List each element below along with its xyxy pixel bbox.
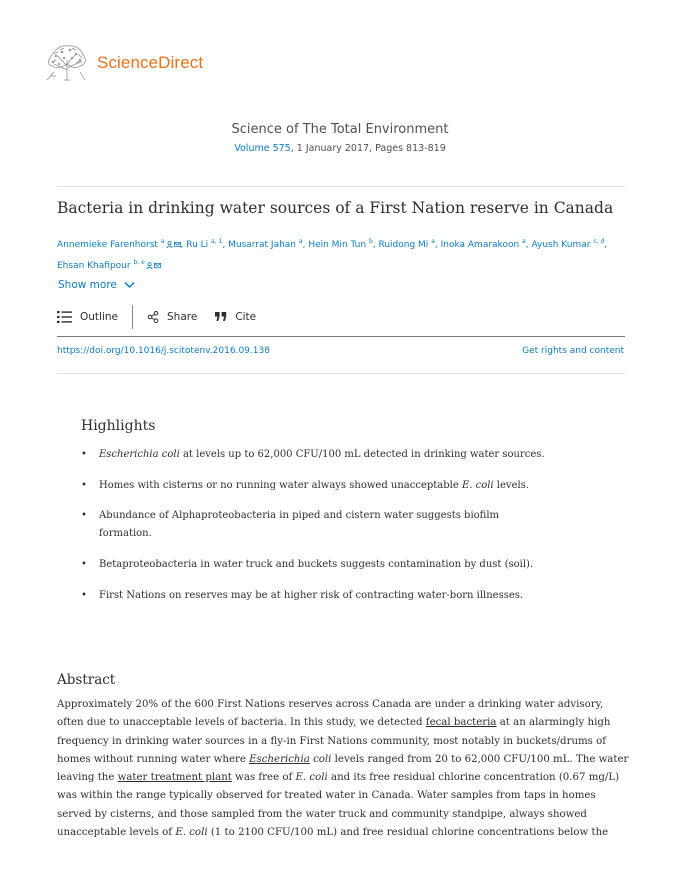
cite-label: Cite bbox=[235, 311, 257, 323]
article-title: Bacteria in drinking water sources of a First Nation reserve in Canada bbox=[57, 199, 614, 217]
author-link[interactable] bbox=[228, 240, 302, 250]
abstract-heading: Abstract bbox=[57, 672, 116, 688]
bullet: • bbox=[81, 510, 87, 521]
abstract-line: served by cisterns, and those sampled from the water truck and community standpipe, always showed bbox=[57, 808, 587, 820]
abstract-text bbox=[57, 696, 629, 842]
term-link[interactable]: water treatment plant bbox=[117, 772, 232, 784]
person-icon[interactable] bbox=[166, 241, 173, 248]
author-name: Ayush Kumar bbox=[531, 240, 591, 250]
elsevier-tree-logo[interactable] bbox=[44, 42, 90, 82]
abstract-line: leaving the water treatment plant was free of E. coli and its free residual chlorine concentration (0.67 mg/L) bbox=[57, 772, 620, 784]
author-affiliation: b bbox=[368, 238, 373, 245]
author-name: Inoka Amarakoon bbox=[440, 240, 520, 250]
abstract-line: was within the range typically observed for treated water in Canada. Water samples from taps in homes bbox=[57, 790, 596, 802]
brand-name[interactable]: ScienceDirect bbox=[97, 53, 204, 72]
author-name: Annemieke Farenhorst bbox=[57, 240, 158, 250]
show-more-button[interactable] bbox=[58, 279, 135, 291]
author-affiliation: a, 1 bbox=[211, 238, 223, 245]
doi-link[interactable]: https://doi.org/10.1016/j.scitotenv.2016.09.138 bbox=[57, 346, 270, 356]
highlight-text: Homes with cisterns or no running water always showed unacceptable E. coli levels. bbox=[99, 480, 529, 491]
quote-icon bbox=[215, 312, 227, 322]
divider bbox=[57, 373, 625, 374]
divider bbox=[57, 186, 625, 187]
highlights-heading: Highlights bbox=[81, 418, 156, 434]
highlight-item bbox=[81, 477, 551, 495]
show-more-label: Show more bbox=[58, 279, 117, 291]
person-icon[interactable] bbox=[146, 262, 153, 269]
abstract-line: frequency in drinking water sources in a fly-in First Nations community, most notably in buckets/drums of bbox=[57, 735, 607, 747]
chevron-down-icon bbox=[124, 281, 135, 289]
italic-term: Escherichia coli bbox=[99, 449, 180, 460]
author-list: Annemieke Farenhorst $^a$ , Ru Li $^{a, 1}$, Musarrat Jahan $^a$, Hein Min Tun $^b$, Ruidong Mi $^a$, Inoka Amarakoon $^a$, Ayush Kumar $^{c, d}$, Ehsan Khafipour $^{b, e}$ bbox=[57, 238, 608, 271]
author-link[interactable] bbox=[186, 240, 222, 250]
author-link[interactable] bbox=[441, 240, 526, 250]
term-link[interactable]: fecal bacteria bbox=[425, 717, 497, 729]
share-label: Share bbox=[167, 311, 198, 323]
list-icon bbox=[57, 311, 72, 323]
abstract-line: unacceptable levels of E. coli (1 to 2100 CFU/100 mL) and free residual chlorine concentrations below the bbox=[57, 827, 609, 839]
bullet: • bbox=[81, 480, 87, 491]
author-name: Musarrat Jahan bbox=[228, 240, 297, 250]
share-button[interactable] bbox=[147, 311, 197, 323]
author-affiliation: b, e bbox=[133, 259, 145, 266]
author-affiliation: a bbox=[522, 238, 526, 245]
author-name: Hein Min Tun bbox=[308, 240, 367, 250]
italic-term: E. coli bbox=[295, 772, 328, 784]
toolbar-rule bbox=[57, 336, 625, 337]
toolbar-divider bbox=[132, 305, 133, 329]
journal-issue bbox=[0, 143, 680, 154]
issue-details: , 1 January 2017, Pages 813-819 bbox=[290, 143, 446, 154]
email-icon[interactable] bbox=[174, 241, 181, 248]
italic-term: E. coli bbox=[175, 827, 208, 839]
author-link[interactable] bbox=[57, 240, 181, 250]
author-link[interactable] bbox=[308, 240, 372, 250]
author-affiliation: a bbox=[431, 238, 435, 245]
highlight-item bbox=[81, 587, 551, 605]
author-link[interactable] bbox=[57, 261, 161, 271]
journal-title[interactable]: Science of The Total Environment bbox=[231, 122, 449, 137]
highlight-text: First Nations on reserves may be at higher risk of contracting water-born illnesses. bbox=[99, 590, 524, 601]
highlight-item bbox=[81, 446, 551, 464]
author-link[interactable] bbox=[378, 240, 434, 250]
outline-label: Outline bbox=[80, 311, 118, 323]
cite-button[interactable] bbox=[215, 311, 256, 323]
author-name: Ehsan Khafipour bbox=[57, 261, 131, 271]
article-toolbar bbox=[57, 306, 256, 328]
author-affiliation: a bbox=[298, 238, 303, 245]
share-icon bbox=[147, 311, 159, 323]
email-icon[interactable] bbox=[154, 262, 161, 269]
author-affiliation: c, d bbox=[593, 238, 605, 245]
author-link[interactable] bbox=[531, 240, 604, 250]
term-link[interactable]: Escherichia bbox=[249, 753, 310, 765]
abstract-line: often due to unacceptable levels of bacteria. In this study, we detected fecal bacteria at an alarmingly high bbox=[57, 717, 611, 729]
outline-button[interactable] bbox=[57, 311, 118, 323]
author-name: Ruidong Mi bbox=[378, 240, 429, 250]
italic-term: coli bbox=[313, 753, 332, 765]
author-name: Ru Li bbox=[186, 240, 209, 250]
bullet: • bbox=[81, 559, 87, 570]
highlight-text: Abundance of Alphaproteobacteria in piped and cistern water suggests biofilm formation. bbox=[99, 510, 500, 539]
highlight-item bbox=[81, 507, 551, 543]
bullet: • bbox=[81, 590, 87, 601]
abstract-line: homes without running water where Escherichia coli levels ranged from 20 to 62,000 CFU/100 mL. The water bbox=[57, 753, 629, 765]
bullet: • bbox=[81, 449, 87, 460]
volume-link[interactable]: Volume 575 bbox=[234, 143, 291, 154]
italic-term: E. coli bbox=[461, 480, 494, 491]
highlight-text: Betaproteobacteria in water truck and buckets suggests contamination by dust (soil). bbox=[99, 559, 534, 570]
highlight-item bbox=[81, 556, 551, 574]
rights-link[interactable]: Get rights and content bbox=[522, 346, 624, 356]
abstract-line: Approximately 20% of the 600 First Nations reserves across Canada are under a drinking water advisory, bbox=[57, 699, 604, 710]
highlight-text: Escherichia coli at levels up to 62,000 CFU/100 mL detected in drinking water sources. bbox=[99, 449, 545, 460]
author-affiliation: a bbox=[160, 238, 165, 245]
